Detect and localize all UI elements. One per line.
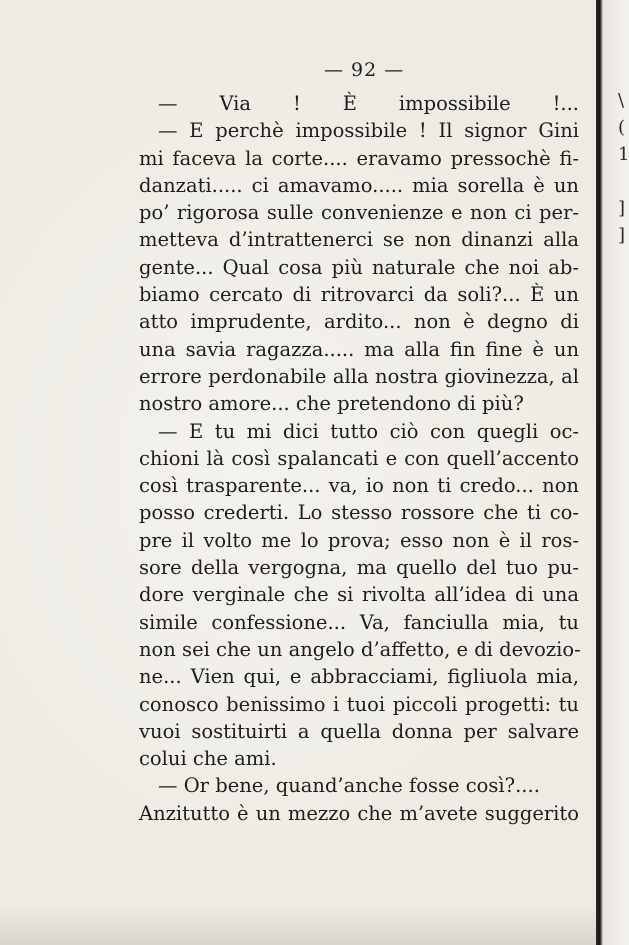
body-text <box>139 90 579 827</box>
text-line: — Or bene, quand’anche fosse così?.... <box>158 774 540 798</box>
text-line: dore verginale che si rivolta all’idea di una <box>139 583 579 607</box>
text-line: danzati..... ci amavamo..... mia sorella è un <box>139 173 579 197</box>
text-line: non sei che un angelo d’affetto, e di devozio- <box>139 637 581 661</box>
text-line: chioni là così spalancati e con quell’accento <box>139 446 579 470</box>
text-line: mi faceva la corte.... eravamo pressochè fi- <box>139 146 579 170</box>
text-line: Anzitutto è un mezzo che m’avete suggerito <box>139 801 579 825</box>
text-line: biamo cercato di ritrovarci da soli?... È un <box>139 283 579 307</box>
adjacent-page-mark: ] <box>618 225 626 246</box>
text-line: conosco benissimo i tuoi piccoli progetti: tu <box>139 692 579 716</box>
adjacent-page-mark: ( <box>618 117 626 138</box>
text-line: metteva d’intrattenerci se non dinanzi alla <box>139 228 579 252</box>
text-line: po’ rigorosa sulle convenienze e non ci per- <box>139 201 579 225</box>
text-line: — E perchè impossibile ! Il signor Gini <box>158 119 579 143</box>
text-line: errore perdonabile alla nostra giovinezza, al <box>139 364 579 388</box>
text-line: così trasparente... va, io non ti credo... non <box>139 474 579 498</box>
text-line: una savia ragazza..... ma alla fin fine è un <box>139 337 579 361</box>
text-line: simile confessione... Va, fanciulla mia, tu <box>139 610 579 634</box>
text-line: — E tu mi dici tutto ciò con quegli oc- <box>158 419 579 443</box>
page-bottom-shadow <box>0 905 600 945</box>
adjacent-page-mark: ] <box>618 198 626 219</box>
text-line: colui che ami. <box>139 747 277 771</box>
text-line: posso crederti. Lo stesso rossore che ti co- <box>139 501 579 525</box>
text-line: atto imprudente, ardito... non è degno di <box>139 310 579 334</box>
page-number: — 92 — <box>324 59 405 81</box>
text-line: pre il volto me lo prova; esso non è il ros- <box>139 528 579 552</box>
text-line: nostro amore... che pretendono di più? <box>139 392 524 416</box>
text-line: ne... Vien qui, e abbracciami, figliuola mia, <box>139 665 579 689</box>
text-line: vuoi sostituirti a quella donna per salvare <box>139 719 579 743</box>
adjacent-page-mark: \ <box>618 90 625 111</box>
adjacent-page-mark: 1 <box>618 144 629 165</box>
text-line: — Via ! È impossibile !... <box>158 92 579 115</box>
text-line: sore della vergogna, ma quello del tuo pu- <box>139 556 579 580</box>
book-spine-edge <box>596 0 626 945</box>
text-line: gente... Qual cosa più naturale che noi ab- <box>139 255 579 279</box>
